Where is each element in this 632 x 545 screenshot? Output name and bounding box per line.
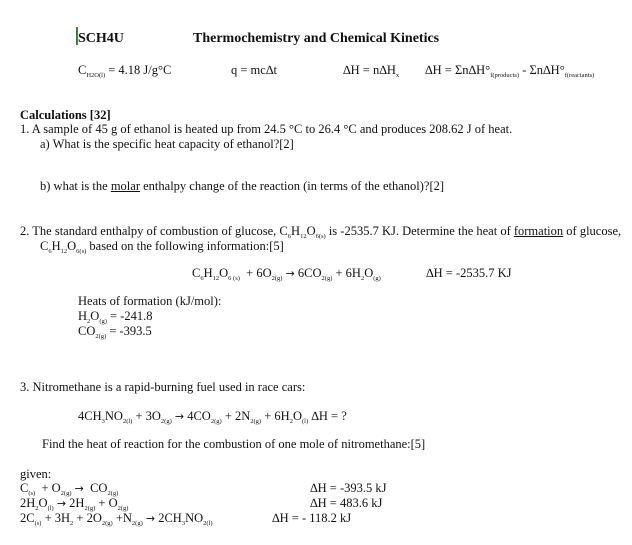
given-label: given:: [20, 467, 52, 481]
q2-line1: 2. The standard enthalpy of combustion of glucose, $C_6H_{12}O_{6(s)}$ is -2535.7 KJ. Determine the heat of formation of glucose,: [20, 224, 622, 240]
q3-stem: 3. Nitromethane is a rapid-burning fuel used in race cars:: [20, 380, 306, 394]
course-code: SCH4U: [78, 31, 124, 46]
given-enthalpy-3: ∆H = - 118.2 kJ: [272, 511, 352, 525]
given-enthalpy-2: ∆H = 483.6 kJ: [310, 496, 383, 510]
nitromethane-equation: $4CH_3NO_{2(l)} + 3O_{2(g)} \to 4CO_{2(g)} + 2N_{2(g)} + 6H_2O_{(l)}$ ∆H = ?: [78, 409, 347, 425]
q1-stem: 1. A sample of 45 g of ethanol is heated up from 24.5 °C to 26.4 °C and produces 208.62 J of heat.: [20, 122, 513, 136]
q2-line2: $C_6H_{12}O_{6(s)}$ based on the following information:[5]: [40, 239, 284, 255]
given-enthalpy-1: ∆H = -393.5 kJ: [310, 481, 387, 495]
q1-part-a: a) What is the specific heat capacity of ethanol?[2]: [40, 137, 294, 151]
combustion-enthalpy: ∆H = -2535.7 KJ: [426, 266, 512, 280]
heats-of-formation-title: Heats of formation (kJ/mol):: [78, 294, 222, 308]
molar-enthalpy-formula: $\Delta H = n\Delta H_x$: [343, 63, 400, 79]
co2-formation: $CO_{2(g)} = -393.5$: [78, 324, 152, 340]
q3-find: Find the heat of reaction for the combustion of one mole of nitromethane:[5]: [42, 437, 426, 451]
specific-heat-formula: $C_{H2O(l)} = 4.18$ J/g°C: [78, 63, 172, 79]
section-title: Calculations [32]: [20, 108, 111, 122]
given-equation-1: $C_{(s)} + O_{2(g)} \to CO_{2(g)}$: [20, 481, 119, 497]
heat-equation: q = mc∆t: [231, 63, 277, 77]
hess-law-formula: $\Delta H = \Sigma n\Delta H^\circ_{f(products)} - \Sigma n\Delta H^\circ_{f(reactants)}$: [425, 63, 595, 79]
h2o-formation: $H_2O_{(g)} = -241.8$: [78, 309, 153, 325]
q1-part-b: b) what is the molar enthalpy change of the reaction (in terms of the ethanol)?[2]: [40, 179, 445, 193]
glucose-combustion-equation: $C_6H_{12}O_{6 (s)} + 6O_{2(g)} \to 6CO_{2(g)} + 6H_2O_{(g)}$: [192, 266, 381, 282]
page-title: Thermochemistry and Chemical Kinetics: [193, 31, 440, 46]
given-equation-2: $2H_2O_{(l)} \to 2H_{2(g)} + O_{2(g)}$: [20, 496, 129, 512]
given-equation-3: $2C_{(s)} + 3H_2 + 2O_{2(g)} +N_{2(g)} \to 2CH_3NO_{2(l)}$: [20, 511, 213, 527]
